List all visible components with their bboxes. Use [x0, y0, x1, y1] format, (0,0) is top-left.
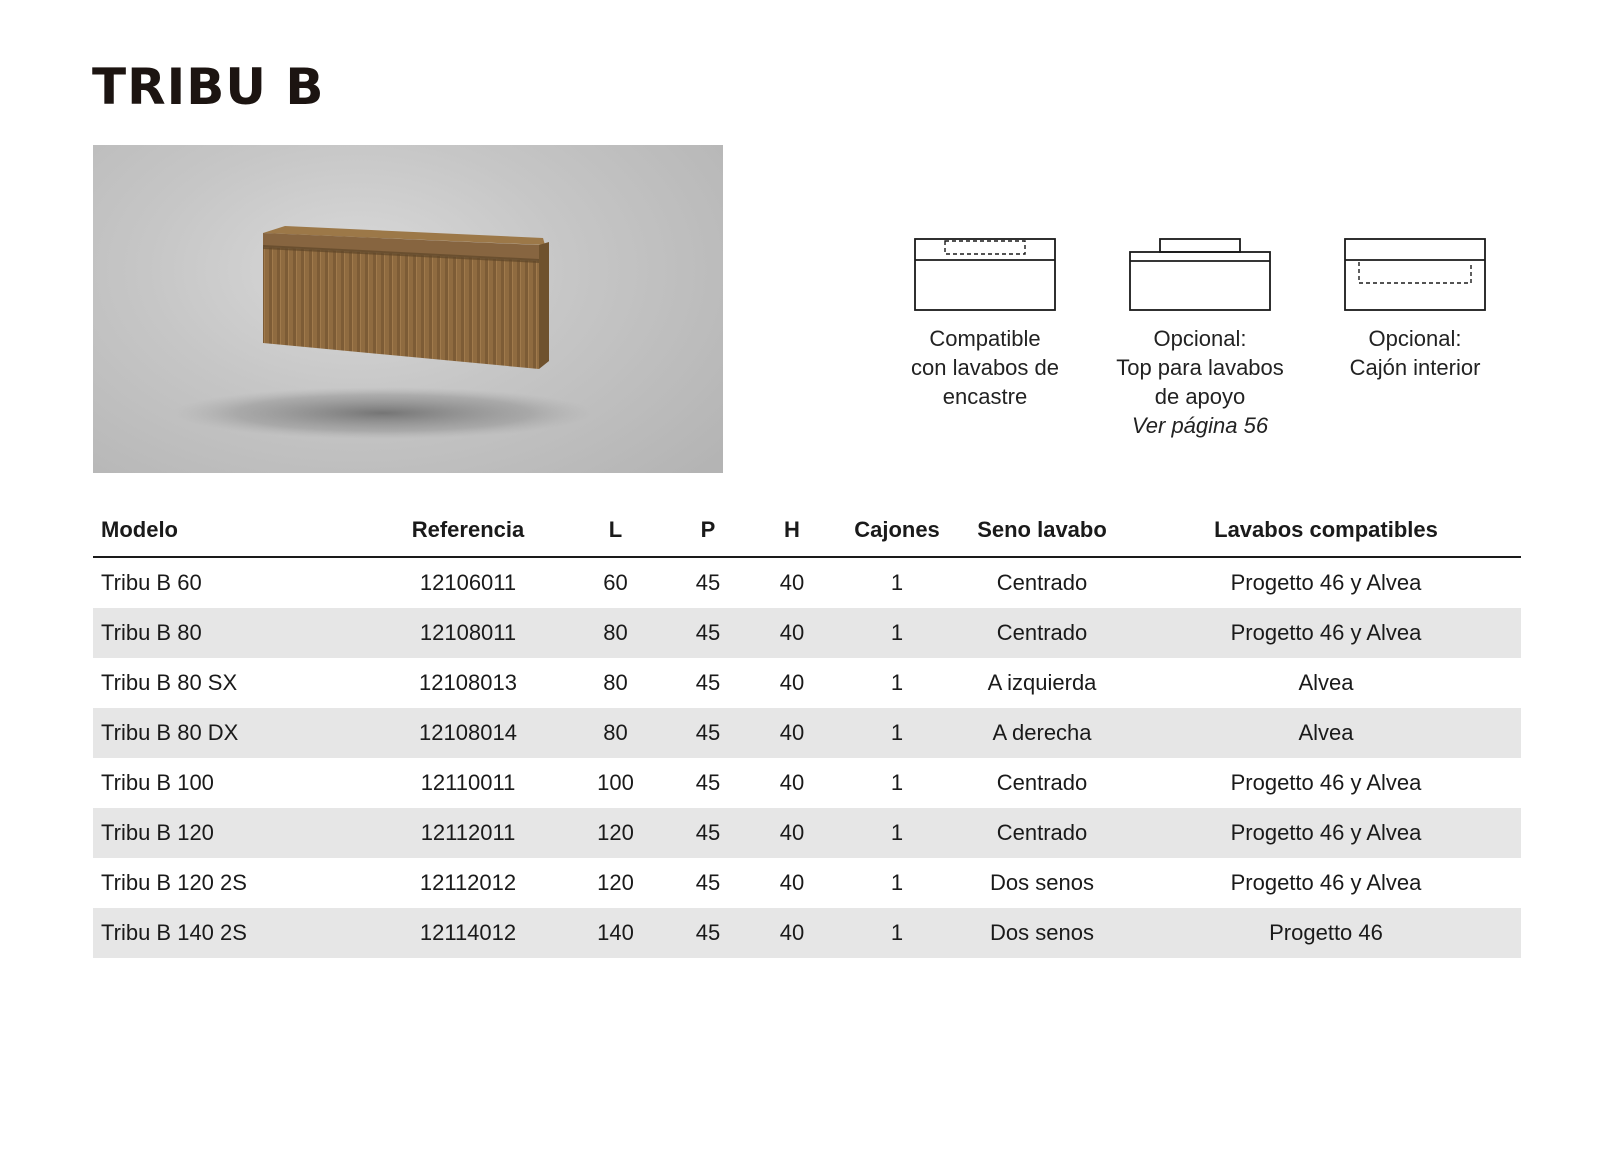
cell-l: 120: [597, 870, 634, 895]
cell-cajones: 1: [841, 708, 953, 758]
models-table: [93, 512, 1521, 958]
countertop-basin-icon: [1128, 237, 1272, 312]
feature-inset-basin: [880, 230, 1090, 411]
cell-h: 40: [743, 908, 841, 958]
page-title: TRIBU B: [92, 58, 325, 116]
cell-referencia: 12112012: [419, 870, 517, 895]
cell-lavabos-compatibles: Progetto 46 y Alvea: [1230, 870, 1422, 895]
cell-referencia: 12108014: [378, 708, 558, 758]
cell-cajones: 1: [890, 670, 904, 695]
feature-countertop-basin-text: Opcional: Top para lavabos de apoyo: [1116, 326, 1284, 409]
cell-modelo: Tribu B 100: [101, 770, 214, 795]
cell-p: 45: [673, 908, 743, 958]
inner-drawer-icon: [1343, 237, 1487, 312]
cell-cajones: 1: [890, 770, 904, 795]
cell-cajones: 1: [841, 808, 953, 858]
cell-p: 45: [673, 808, 743, 858]
cell-l: 100: [597, 770, 634, 795]
cell-h: 40: [779, 870, 805, 895]
cell-modelo: Tribu B 140 2S: [93, 908, 378, 958]
feature-inner-drawer-text: Opcional: Cajón interior: [1349, 326, 1481, 380]
cell-lavabos-compatibles: Progetto 46: [1131, 908, 1521, 958]
cell-modelo: Tribu B 80 SX: [101, 670, 238, 695]
table-row: [93, 608, 1521, 658]
cell-referencia: 12108011: [378, 608, 558, 658]
vanity-cabinet-illustration: [93, 145, 723, 473]
cell-lavabos-compatibles: Progetto 46 y Alvea: [1131, 608, 1521, 658]
cell-lavabos-compatibles: Alvea: [1298, 670, 1354, 695]
cell-h: 40: [743, 608, 841, 658]
cell-cajones: 1: [841, 608, 953, 658]
cell-referencia: 12110011: [420, 770, 516, 795]
cell-h: 40: [743, 708, 841, 758]
cell-h: 40: [779, 770, 805, 795]
cell-p: 45: [695, 870, 721, 895]
inset-basin-icon: [913, 237, 1057, 312]
header-l: L: [558, 512, 673, 557]
product-photo: [93, 145, 723, 473]
cell-p: 45: [695, 770, 721, 795]
header-cajones: Cajones: [841, 512, 953, 557]
feature-page-reference: Ver página 56: [1131, 413, 1269, 438]
cell-l: 80: [603, 670, 628, 695]
table-row: [93, 858, 1521, 908]
cell-p: 45: [695, 670, 721, 695]
cell-seno-lavabo: A derecha: [953, 708, 1131, 758]
cell-modelo: Tribu B 120: [93, 808, 378, 858]
cell-h: 40: [779, 570, 805, 595]
cell-seno-lavabo: Centrado: [996, 570, 1088, 595]
cell-cajones: 1: [841, 908, 953, 958]
cell-l: 80: [558, 708, 673, 758]
cell-referencia: 12114012: [378, 908, 558, 958]
cell-modelo: Tribu B 60: [101, 570, 202, 595]
cell-seno-lavabo: Centrado: [953, 608, 1131, 658]
header-h: H: [743, 512, 841, 557]
cell-referencia: 12106011: [419, 570, 517, 595]
cell-h: 40: [743, 808, 841, 858]
table-row: [93, 758, 1521, 808]
header-lavabos-compatibles: Lavabos compatibles: [1131, 512, 1521, 557]
table-header-row: [93, 512, 1521, 557]
header-p: P: [673, 512, 743, 557]
cell-lavabos-compatibles: Progetto 46 y Alvea: [1131, 808, 1521, 858]
header-referencia: Referencia: [378, 512, 558, 557]
cell-cajones: 1: [890, 870, 904, 895]
header-modelo: Modelo: [93, 512, 378, 557]
cell-lavabos-compatibles: Alvea: [1131, 708, 1521, 758]
cell-seno-lavabo: Centrado: [996, 770, 1088, 795]
cell-p: 45: [673, 708, 743, 758]
cell-seno-lavabo: A izquierda: [987, 670, 1097, 695]
cell-lavabos-compatibles: Progetto 46 y Alvea: [1230, 770, 1422, 795]
cell-cajones: 1: [890, 570, 904, 595]
cell-p: 45: [673, 608, 743, 658]
cell-referencia: 12112011: [378, 808, 558, 858]
table-row: [93, 908, 1521, 958]
table-row: [93, 708, 1521, 758]
table-row: [93, 557, 1521, 608]
cell-seno-lavabo: Dos senos: [990, 870, 1094, 895]
cell-seno-lavabo: Dos senos: [953, 908, 1131, 958]
cell-modelo: Tribu B 80 DX: [93, 708, 378, 758]
table-row: [93, 808, 1521, 858]
cell-l: 120: [558, 808, 673, 858]
feature-inner-drawer: [1310, 230, 1520, 382]
cell-l: 80: [558, 608, 673, 658]
cell-modelo: Tribu B 80: [93, 608, 378, 658]
cell-modelo: Tribu B 120 2S: [101, 870, 247, 895]
features-panel: [880, 230, 1520, 450]
cell-l: 60: [603, 570, 628, 595]
cell-lavabos-compatibles: Progetto 46 y Alvea: [1230, 570, 1422, 595]
table-row: [93, 658, 1521, 708]
cell-referencia: 12108013: [419, 670, 517, 695]
feature-countertop-basin: [1095, 230, 1305, 440]
cell-h: 40: [779, 670, 805, 695]
feature-inset-basin-text: Compatible con lavabos de encastre: [911, 326, 1059, 409]
header-seno-lavabo: Seno lavabo: [953, 512, 1131, 557]
cell-p: 45: [695, 570, 721, 595]
cell-seno-lavabo: Centrado: [953, 808, 1131, 858]
cell-l: 140: [558, 908, 673, 958]
